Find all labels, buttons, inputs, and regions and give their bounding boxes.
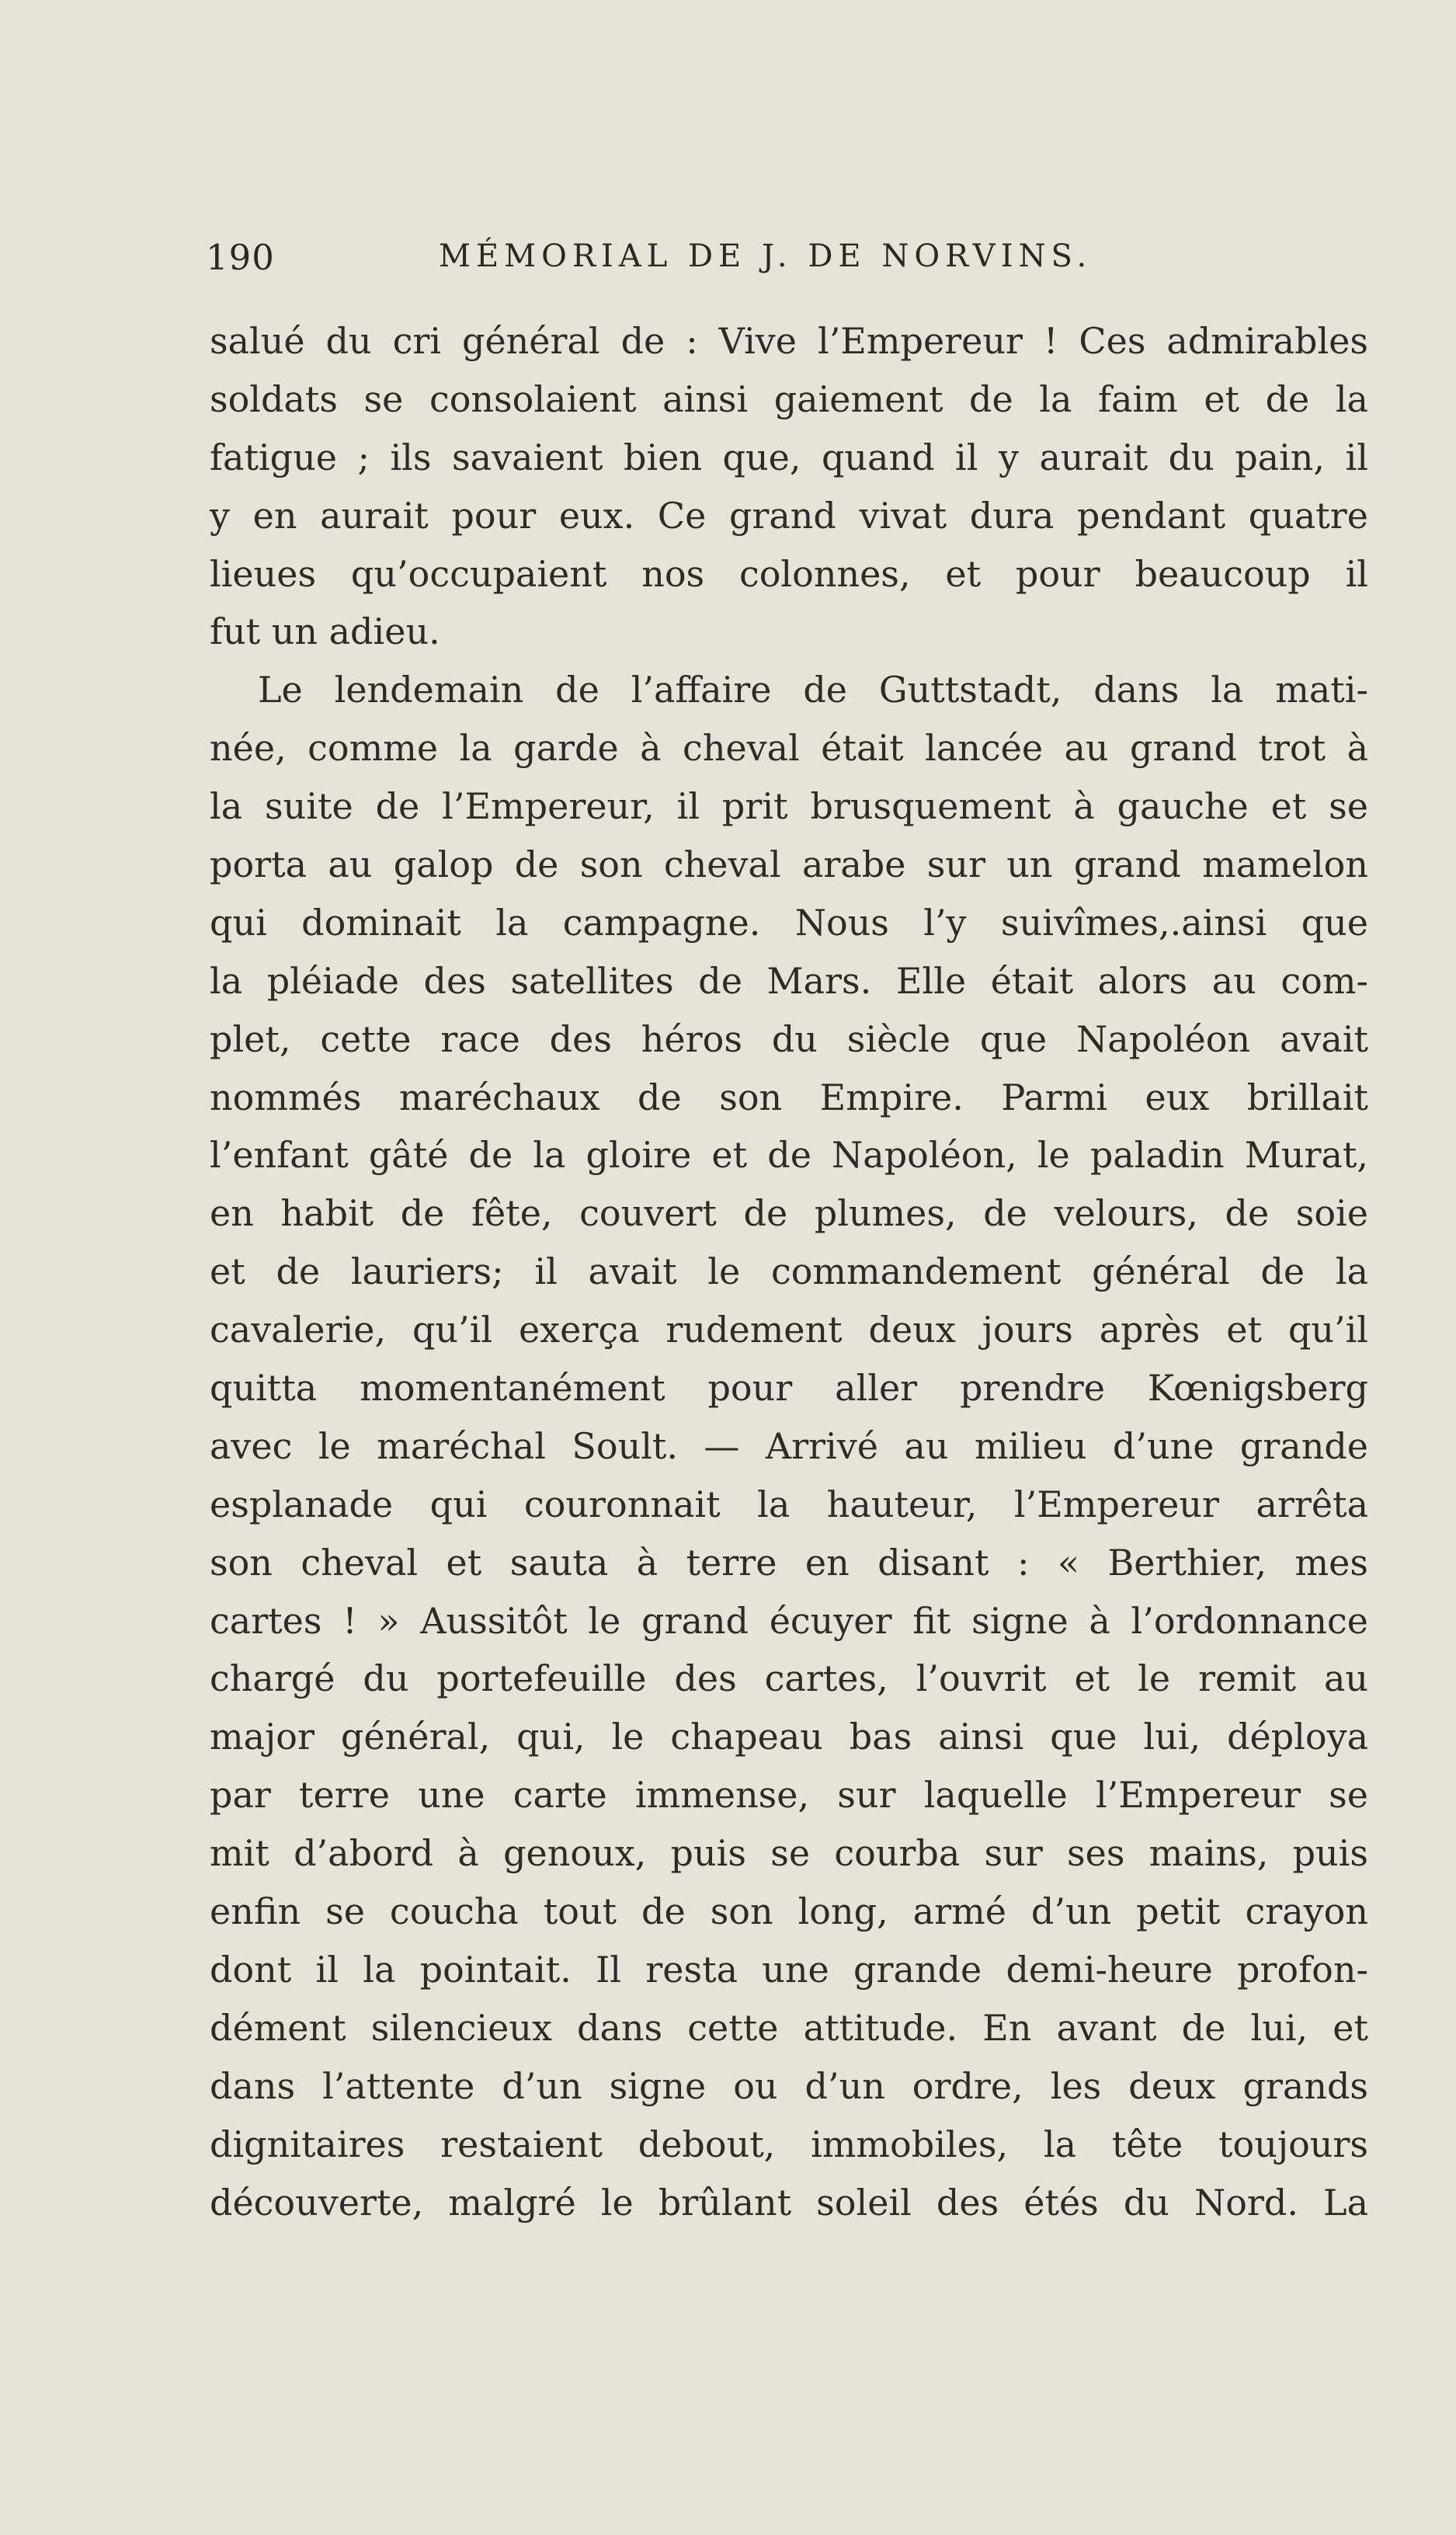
text-line: qui dominait la campagne. Nous l’y suivîmes,.ainsi que <box>210 901 1368 944</box>
text-line: cavalerie, qu’il exerça rudement deux jours après et qu’il <box>210 1309 1368 1351</box>
text-line: mit d’abord à genoux, puis se courba sur ses mains, puis <box>210 1832 1368 1875</box>
text-line: dignitaires restaient debout, immobiles, la tête toujours <box>210 2123 1368 2165</box>
text-line: plet, cette race des héros du siècle que Napoléon avait <box>210 1017 1368 1060</box>
body-text <box>210 312 1368 2231</box>
text-line: porta au galop de son cheval arabe sur un grand mamelon <box>210 843 1368 886</box>
text-line: la pléiade des satellites de Mars. Elle était alors au com- <box>210 959 1368 1002</box>
running-title: MÉMORIAL DE J. DE NORVINS. <box>439 238 1093 274</box>
text-line: fut un adieu. <box>210 610 440 653</box>
text-line: et de lauriers; il avait le commandement général de la <box>210 1250 1368 1293</box>
text-line: lieues qu’occupaient nos colonnes, et pour beaucoup il <box>210 552 1368 595</box>
text-line: découverte, malgré le brûlant soleil des étés du Nord. La <box>210 2181 1368 2224</box>
text-line: son cheval et sauta à terre en disant : « Berthier, mes <box>210 1541 1368 1584</box>
page-header <box>206 237 1363 291</box>
text-line: quitta momentanément pour aller prendre Kœnigsberg <box>210 1367 1368 1410</box>
text-line: major général, qui, le chapeau bas ainsi que lui, déploya <box>210 1716 1368 1758</box>
text-line: née, comme la garde à cheval était lancée au grand trot à <box>210 727 1368 770</box>
text-line: dans l’attente d’un signe ou d’un ordre, les deux grands <box>210 2064 1368 2107</box>
text-line: en habit de fête, couvert de plumes, de velours, de soie <box>210 1192 1368 1235</box>
text-line: nommés maréchaux de son Empire. Parmi eux brillait <box>210 1076 1368 1118</box>
text-line: salué du cri général de : Vive l’Empereur ! Ces admirables <box>210 320 1368 362</box>
text-line: soldats se consolaient ainsi gaiement de la faim et de la <box>210 377 1368 420</box>
text-line: esplanade qui couronnait la hauteur, l’Empereur arrêta <box>210 1483 1368 1525</box>
page-number: 190 <box>206 237 275 278</box>
text-line: avec le maréchal Soult. — Arrivé au milieu d’une grande <box>210 1424 1368 1467</box>
text-line: fatigue ; ils savaient bien que, quand il y aurait du pain, il <box>210 436 1368 478</box>
text-line: dont il la pointait. Il resta une grande demi-heure profon- <box>210 1948 1368 1991</box>
text-line: Le lendemain de l’affaire de Guttstadt, dans la mati- <box>258 669 1368 711</box>
text-line: dément silencieux dans cette attitude. En avant de lui, et <box>210 2006 1368 2049</box>
text-line: chargé du portefeuille des cartes, l’ouvrit et le remit au <box>210 1657 1368 1700</box>
text-line: y en aurait pour eux. Ce grand vivat dura pendant quatre <box>210 494 1368 537</box>
text-line: la suite de l’Empereur, il prit brusquement à gauche et se <box>210 785 1368 828</box>
text-line: l’enfant gâté de la gloire et de Napoléon, le paladin Murat, <box>210 1134 1368 1177</box>
text-line: enfin se coucha tout de son long, armé d’un petit crayon <box>210 1890 1368 1933</box>
text-line: par terre une carte immense, sur laquelle l’Empereur se <box>210 1774 1368 1817</box>
text-line: cartes ! » Aussitôt le grand écuyer fit signe à l’ordonnance <box>210 1599 1368 1642</box>
